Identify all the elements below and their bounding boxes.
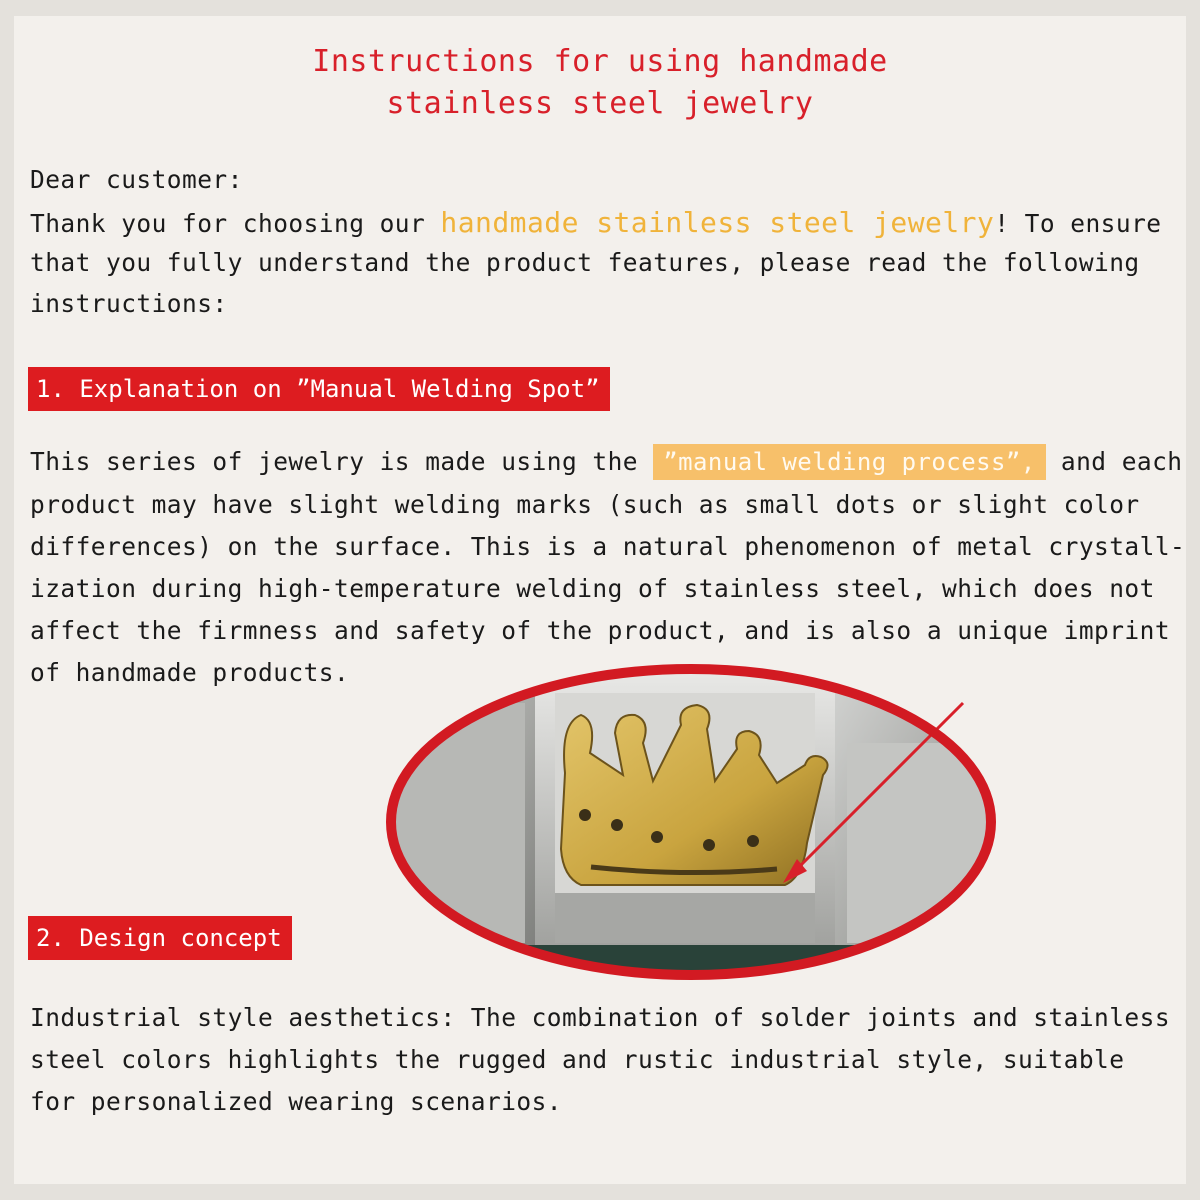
section-2-line-3: for personalized wearing scenarios. [30, 1087, 563, 1116]
section-1-line-3: differences) on the surface. This is a natural phenomenon of metal crystall- [30, 532, 1186, 561]
intro-line-3: instructions: [30, 289, 228, 318]
section-1-line-6: of handmade products. [30, 658, 350, 687]
intro-text: Thank you for choosing our [30, 209, 441, 238]
intro-text-end: ! To ensure [994, 209, 1162, 238]
product-highlight: handmade stainless steel jewelry [440, 206, 995, 239]
section-2-line-1: Industrial style aesthetics: The combination of solder joints and stainless [30, 1003, 1171, 1032]
section-1-line-4: ization during high-temperature welding of stainless steel, which does not [30, 574, 1155, 603]
intro-line-1 [30, 206, 1161, 239]
process-highlight: ”manual welding process”, [653, 444, 1045, 480]
section-1-text: This series of jewelry is made using the [30, 447, 654, 476]
page-title-line-2: stainless steel jewelry [386, 86, 814, 121]
section-2-heading: 2. Design concept [28, 916, 292, 960]
section-1-line-5: affect the firmness and safety of the product, and is also a unique imprint [30, 616, 1171, 645]
section-1-line-2: product may have slight welding marks (such as small dots or slight color [30, 490, 1140, 519]
greeting: Dear customer: [30, 165, 243, 194]
section-1-text-end: and each [1045, 447, 1183, 476]
section-2-line-2: steel colors highlights the rugged and rustic industrial style, suitable [30, 1045, 1125, 1074]
page-title-line-1: Instructions for using handmade [312, 44, 888, 79]
section-1-line-1 [30, 447, 1183, 476]
intro-line-2: that you fully understand the product features, please read the following [30, 248, 1140, 277]
section-1-heading: 1. Explanation on ”Manual Welding Spot” [28, 367, 610, 411]
crown-charm-photo [385, 663, 997, 981]
